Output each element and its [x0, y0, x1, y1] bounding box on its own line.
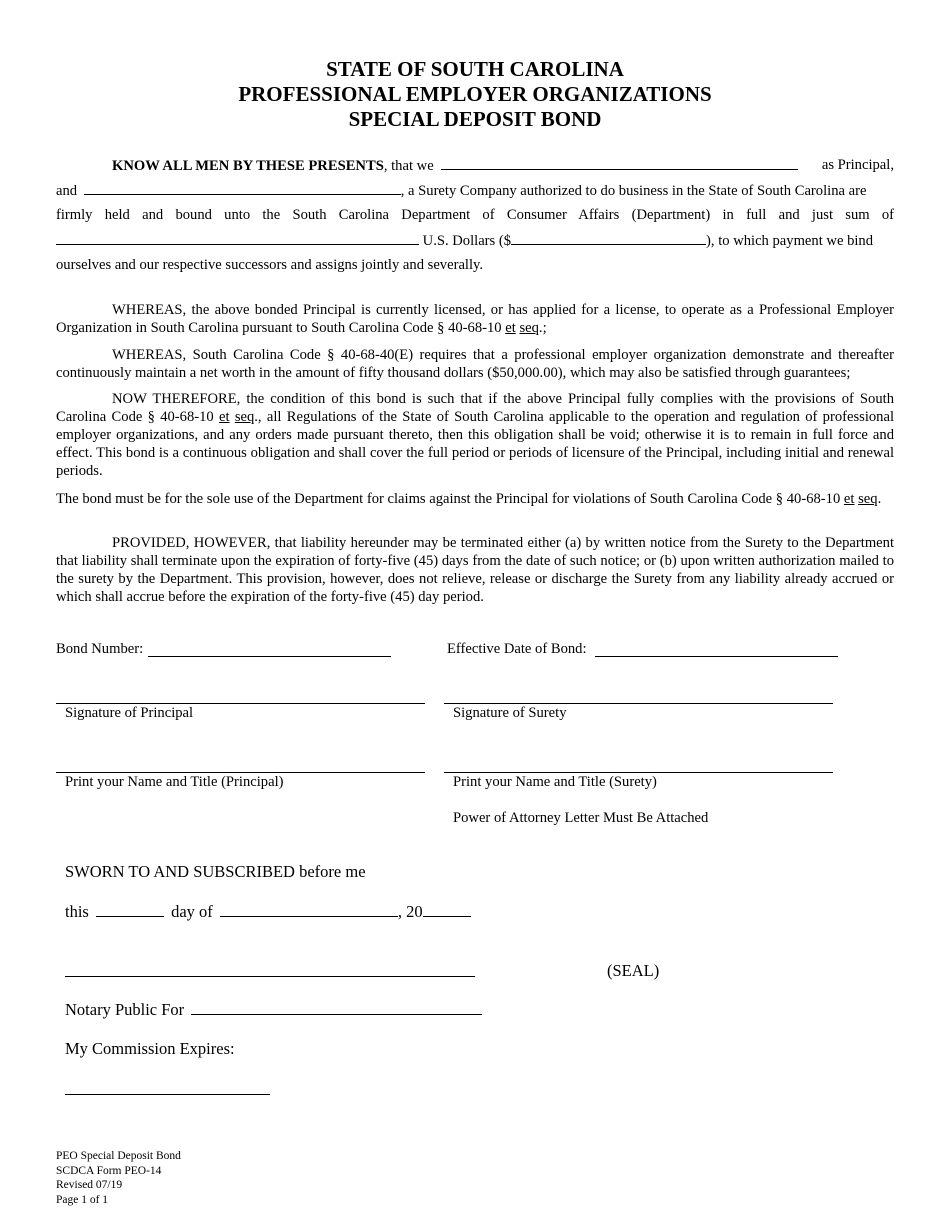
power-of-attorney-note: Power of Attorney Letter Must Be Attached: [453, 810, 709, 826]
whereas-paragraph-1: WHEREAS, the above bonded Principal is currently licensed, or has applied for a license, to operate as a Professional Employer Organization in South Carolina pursuant to South Carolina Code § 40-68-10 et seq.;: [56, 302, 894, 336]
intro-line-4: U.S. Dollars ($ ), to which payment we bind: [56, 232, 894, 250]
notary-month-field[interactable]: [220, 904, 398, 917]
notary-signature-line[interactable]: [65, 976, 475, 977]
footer-form-number: SCDCA Form PEO-14: [56, 1164, 162, 1177]
footer-revision: Revised 07/19: [56, 1179, 123, 1191]
notary-date-row: this day of , 20: [65, 902, 471, 922]
principal-name-blank[interactable]: [441, 157, 798, 170]
surety-name-blank[interactable]: [84, 182, 401, 195]
whereas-paragraph-2: WHEREAS, South Carolina Code § 40-68-40(E) requires that a professional employer organization demonstrate and thereafter continuously maintain a net worth in the amount of fifty thousand dollars ($50,000.00), which may also be satisfied through guarantees;: [56, 347, 894, 381]
surety-name-title-line[interactable]: [444, 772, 833, 773]
sole-use-paragraph: The bond must be for the sole use of the Department for claims against the Principal for violations of South Carolina Code § 40-68-10 et seq.: [56, 491, 882, 507]
notary-state-field[interactable]: [191, 1002, 482, 1015]
footer-page-number: Page 1 of 1: [56, 1193, 109, 1206]
intro-line-1: KNOW ALL MEN BY THESE PRESENTS, that we as Principal,: [112, 157, 894, 174]
surety-signature-label: Signature of Surety: [453, 705, 567, 721]
commission-expires-label: My Commission Expires:: [65, 1039, 235, 1058]
intro-line-3: firmly held and bound unto the South Carolina Department of Consumer Affairs (Department) in full and just sum of: [56, 207, 894, 223]
title-bond: SPECIAL DEPOSIT BOND: [348, 107, 602, 131]
surety-name-title-label: Print your Name and Title (Surety): [453, 774, 657, 790]
title-state: STATE OF SOUTH CAROLINA: [326, 57, 624, 81]
amount-dollars-blank[interactable]: [511, 232, 706, 245]
intro-line-2: and , a Surety Company authorized to do business in the State of South Carolina are: [56, 183, 867, 199]
footer-form-name: PEO Special Deposit Bond: [56, 1150, 181, 1162]
principal-name-title-label: Print your Name and Title (Principal): [65, 774, 284, 790]
principal-signature-line[interactable]: [56, 703, 425, 704]
bond-number-label: Bond Number:: [56, 641, 144, 657]
now-therefore-paragraph: NOW THEREFORE, the condition of this bond is such that if the above Principal fully complies with the provisions of South Carolina Code § 40-68-10 et seq., all Regulations of the State of South Carolina applicable to the operation and regulation of professional employer organizations, and any orders made pursuant thereto, then this obligation shall be void; otherwise it is to remain in full force and effect. This bond is a continuous obligation and shall cover the full period or periods of licensure of the Principal, including initial and renewal periods.: [56, 391, 894, 479]
intro-lead: KNOW ALL MEN BY THESE PRESENTS: [112, 158, 384, 174]
bond-number-field[interactable]: [148, 656, 391, 657]
notary-day-field[interactable]: [96, 904, 164, 917]
effective-date-label: Effective Date of Bond:: [447, 641, 587, 657]
principal-name-title-line[interactable]: [56, 772, 425, 773]
commission-expires-field[interactable]: [65, 1094, 270, 1095]
surety-signature-line[interactable]: [444, 703, 833, 704]
amount-words-blank[interactable]: [56, 232, 419, 245]
principal-signature-label: Signature of Principal: [65, 705, 194, 721]
seal-label: (SEAL): [607, 961, 660, 980]
effective-date-field[interactable]: [595, 656, 838, 657]
provided-paragraph: PROVIDED, HOWEVER, that liability hereunder may be terminated either (a) by written notice from the Surety to the Department that liability shall terminate upon the expiration of forty-five (45) days from the date of such notice; or (b) upon written authorization mailed to the surety by the Department. This provision, however, does not relieve, release or discharge the Surety from any liability already accrued or which shall accrue before the expiration of the forty-five (45) day period.: [56, 535, 894, 605]
intro-line-5: ourselves and our respective successors and assigns jointly and severally.: [56, 257, 484, 273]
notary-year-field[interactable]: [423, 904, 471, 917]
footer-form-info: [56, 1149, 181, 1207]
notary-public-row: Notary Public For: [65, 1000, 482, 1020]
sworn-statement: SWORN TO AND SUBSCRIBED before me: [65, 862, 366, 881]
title-peo: PROFESSIONAL EMPLOYER ORGANIZATIONS: [238, 82, 712, 106]
